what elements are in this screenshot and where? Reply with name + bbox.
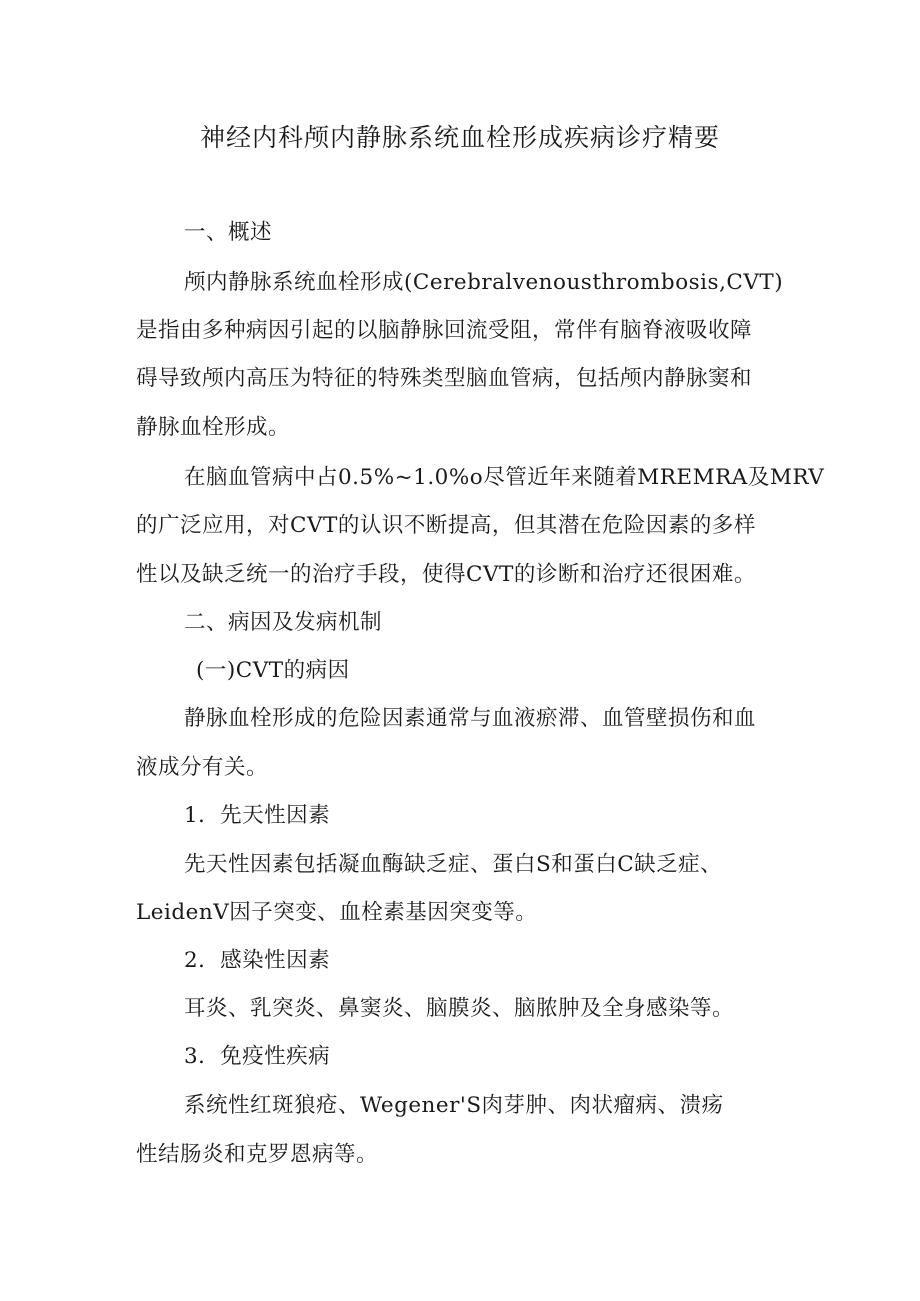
paragraph-line: 耳炎、乳突炎、鼻窦炎、脑膜炎、脑脓肿及全身感染等。 xyxy=(184,996,735,1021)
section-heading-etiology: 二、病因及发病机制 xyxy=(184,610,383,635)
paragraph-line: 颅内静脉系统血栓形成(Cerebralvenousthrombosis,CVT) xyxy=(184,270,784,295)
document-title: 神经内科颅内静脉系统血栓形成疾病诊疗精要 xyxy=(199,123,720,152)
section-heading-overview: 一、概述 xyxy=(184,220,273,245)
paragraph-line: 性结肠炎和克罗恩病等。 xyxy=(136,1142,379,1167)
paragraph-line: LeidenV因子突变、血栓素基因突变等。 xyxy=(136,900,538,925)
paragraph-line: 静脉血栓形成的危险因素通常与血液瘀滞、血管壁损伤和血 xyxy=(184,706,757,731)
item-heading-congenital: 1．先天性因素 xyxy=(184,803,331,828)
paragraph-line: 在脑血管病中占0.5%~1.0%o尽管近年来随着MREMRA及MRV xyxy=(184,465,825,490)
paragraph-line: 性以及缺乏统一的治疗手段，使得CVT的诊断和治疗还很困难。 xyxy=(136,562,756,587)
paragraph-line: 是指由多种病因引起的以脑静脉回流受阻，常伴有脑脊液吸收障 xyxy=(136,318,753,343)
item-heading-immune: 3．免疫性疾病 xyxy=(184,1044,331,1069)
paragraph-line: 先天性因素包括凝血酶缺乏症、蛋白S和蛋白C缺乏症、 xyxy=(184,852,723,877)
paragraph-line: 的广泛应用，对CVT的认识不断提高，但其潜在危险因素的多样 xyxy=(136,513,756,538)
paragraph-line: 系统性红斑狼疮、Wegener'S肉芽肿、肉状瘤病、溃疡 xyxy=(184,1093,724,1118)
paragraph-line: 碍导致颅内高压为特征的特殊类型脑血管病，包括颅内静脉窦和 xyxy=(136,366,753,391)
paragraph-line: 静脉血栓形成。 xyxy=(136,415,291,440)
subsection-heading-cvt-cause: (一)CVT的病因 xyxy=(196,658,350,683)
item-heading-infection: 2．感染性因素 xyxy=(184,948,331,973)
paragraph-line: 液成分有关。 xyxy=(136,755,269,780)
